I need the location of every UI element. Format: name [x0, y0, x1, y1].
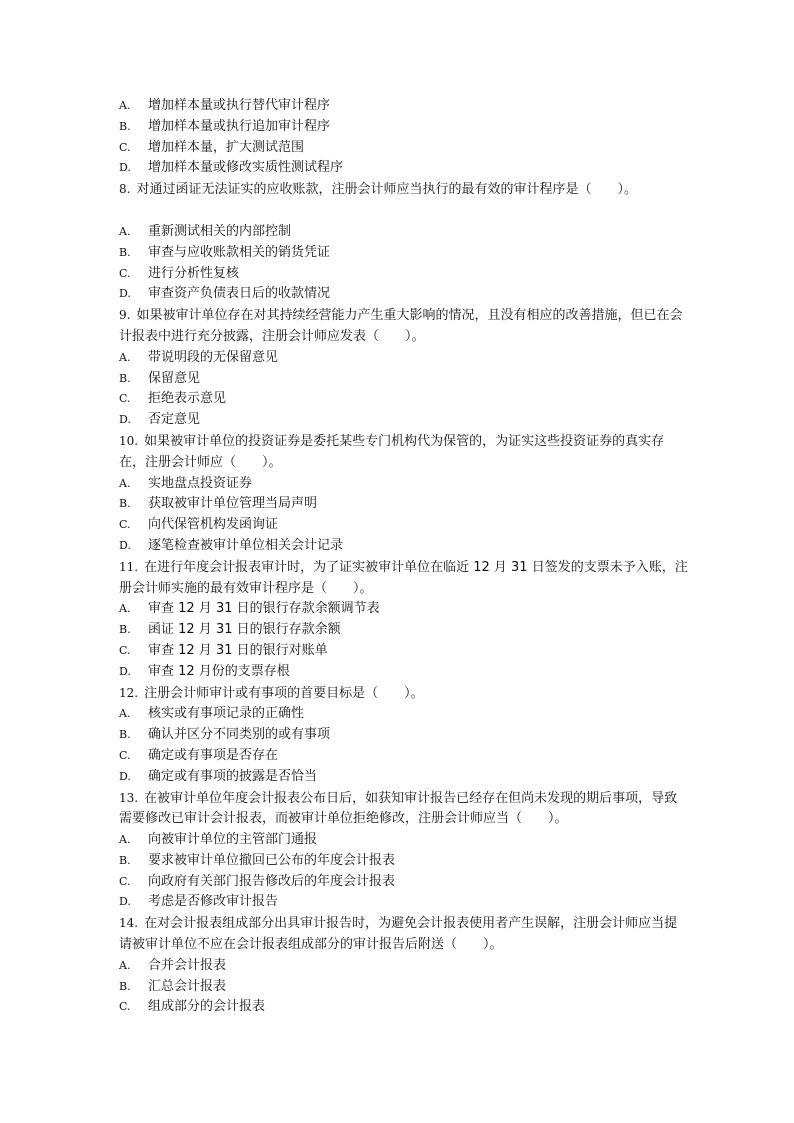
option-text: 拒绝表示意见 [148, 391, 227, 407]
option-letter: B. [119, 623, 131, 637]
option-text: 审查 12 月份的支票存根 [148, 663, 290, 679]
question-stem [119, 788, 689, 831]
option-letter: A. [119, 99, 131, 112]
answer-option [119, 410, 689, 431]
option-letter: A. [119, 476, 131, 490]
option-letter: C. [119, 748, 131, 762]
option-text: 核实或有事项记录的正确性 [148, 706, 305, 722]
question-stem [119, 179, 689, 201]
answer-option [119, 369, 689, 390]
option-text: 考虑是否修改审计报告 [148, 894, 279, 910]
blank-line [119, 201, 689, 222]
option-letter: D. [119, 538, 131, 552]
answer-option [119, 222, 689, 243]
option-text: 审查与应收账款相关的销货凭证 [148, 244, 331, 260]
question-number: 8. [119, 182, 131, 197]
question-text: 在对会计报表组成部分出具审计报告时，为避免会计报表使用者产生误解，注册会计师应当提请被审计单位不应在会计报表组成部分的审计报告后附送（ ）。 [119, 916, 678, 953]
option-text: 审查 12 月 31 日的银行存款余额调节表 [148, 601, 380, 617]
option-letter: B. [119, 245, 131, 259]
question-stem [119, 557, 689, 600]
option-text: 增加样本量，扩大测试范围 [148, 139, 305, 155]
answer-option [119, 746, 689, 767]
option-text: 获取被审计单位管理当局声明 [148, 496, 318, 512]
answer-option [119, 474, 689, 495]
answer-option [119, 704, 689, 725]
answer-option [119, 284, 689, 305]
answer-option [119, 956, 689, 977]
answer-option [119, 348, 689, 369]
answer-option [119, 243, 689, 264]
answer-option [119, 117, 689, 138]
option-text: 增加样本量或执行追加审计程序 [148, 118, 331, 134]
answer-option [119, 851, 689, 872]
answer-option [119, 620, 689, 641]
answer-option [119, 997, 689, 1018]
answer-option [119, 494, 689, 515]
option-letter: B. [119, 497, 131, 511]
option-letter: A. [119, 958, 131, 972]
option-text: 逐笔检查被审计单位相关会计记录 [148, 537, 344, 553]
option-letter: D. [119, 895, 131, 909]
question-number: 11. [119, 559, 139, 574]
option-text: 向政府有关部门报告修改后的年度会计报表 [148, 873, 396, 889]
question-text: 如果被审计单位的投资证券是委托某些专门机构代为保管的，为证实这些投资证券的真实存在，注册会计师应（ ）。 [119, 433, 665, 470]
question-stem [119, 913, 689, 956]
option-text: 增加样本量或执行替代审计程序 [148, 98, 331, 113]
option-text: 带说明段的无保留意见 [148, 349, 279, 365]
option-letter: D. [119, 287, 131, 301]
option-letter: A. [119, 833, 131, 847]
option-text: 审查资产负债表日后的收款情况 [148, 286, 331, 302]
answer-option [119, 767, 689, 788]
answer-option [119, 977, 689, 998]
answer-option [119, 641, 689, 662]
option-letter: B. [119, 371, 131, 385]
option-text: 合并会计报表 [148, 957, 227, 973]
question-text: 在被审计单位年度会计报表公布日后，如获知审计报告已经存在但尚未发现的期后事项，导致需要修改已审计会计报表，而被审计单位拒绝修改，注册会计师应当（ ）。 [119, 790, 678, 827]
answer-option [119, 138, 689, 159]
option-text: 重新测试相关的内部控制 [148, 223, 292, 239]
answer-option [119, 599, 689, 620]
option-letter: C. [119, 392, 131, 406]
option-text: 组成部分的会计报表 [148, 999, 266, 1015]
answer-option [119, 96, 689, 117]
answer-option [119, 264, 689, 285]
question-number: 9. [119, 308, 131, 323]
question-number: 12. [119, 685, 139, 700]
option-text: 进行分析性复核 [148, 265, 240, 281]
question-stem [119, 683, 689, 705]
answer-option [119, 515, 689, 536]
option-letter: D. [119, 413, 131, 427]
option-text: 确定或有事项的披露是否恰当 [148, 768, 318, 784]
option-text: 要求被审计单位撤回已公布的年度会计报表 [148, 852, 396, 868]
option-letter: C. [119, 518, 131, 532]
answer-option [119, 872, 689, 893]
question-text: 对通过函证无法证实的应收账款，注册会计师应当执行的最有效的审计程序是（ ）。 [136, 182, 637, 198]
answer-option [119, 389, 689, 410]
option-letter: A. [119, 707, 131, 721]
option-letter: C. [119, 874, 131, 888]
question-stem [119, 431, 689, 474]
question-number: 14. [119, 916, 139, 931]
option-letter: A. [119, 350, 131, 364]
option-letter: B. [119, 979, 131, 993]
question-text: 注册会计师审计或有事项的首要目标是（ ）。 [144, 685, 424, 701]
option-text: 确定或有事项是否存在 [148, 747, 279, 763]
option-text: 否定意见 [148, 412, 201, 428]
option-letter: B. [119, 728, 131, 742]
option-letter: C. [119, 1000, 131, 1014]
option-letter: A. [119, 224, 131, 238]
question-number: 10. [119, 433, 139, 448]
option-letter: B. [119, 119, 131, 133]
option-letter: A. [119, 602, 131, 616]
option-letter: C. [119, 643, 131, 657]
option-text: 审查 12 月 31 日的银行对账单 [148, 642, 328, 658]
answer-option [119, 158, 689, 179]
answer-option [119, 662, 689, 683]
option-letter: B. [119, 853, 131, 867]
option-text: 增加样本量或修改实质性测试程序 [148, 160, 344, 176]
option-letter: D. [119, 769, 131, 783]
option-text: 汇总会计报表 [148, 978, 227, 994]
option-text: 向代保管机构发函询证 [148, 517, 279, 533]
answer-option [119, 725, 689, 746]
option-text: 确认并区分不同类别的或有事项 [148, 727, 331, 743]
option-letter: D. [119, 161, 131, 175]
option-text: 保留意见 [148, 370, 201, 386]
option-text: 函证 12 月 31 日的银行存款余额 [148, 622, 341, 638]
question-stem [119, 305, 689, 348]
question-text: 如果被审计单位存在对其持续经营能力产生重大影响的情况，且没有相应的改善措施，但已在会计报表中进行充分披露，注册会计师应发表（ ）。 [119, 308, 683, 344]
answer-option [119, 830, 689, 851]
exam-question-list [119, 96, 689, 1018]
answer-option [119, 892, 689, 913]
answer-option [119, 536, 689, 557]
option-text: 实地盘点投资证券 [148, 475, 253, 491]
option-letter: C. [119, 266, 131, 280]
question-text: 在进行年度会计报表审计时，为了证实被审计单位在临近 12 月 31 日签发的支票未予入账，注册会计师实施的最有效审计程序是（ ）。 [119, 559, 688, 596]
question-number: 13. [119, 790, 139, 805]
option-text: 向被审计单位的主管部门通报 [148, 832, 318, 848]
option-letter: D. [119, 664, 131, 678]
option-letter: C. [119, 140, 131, 154]
